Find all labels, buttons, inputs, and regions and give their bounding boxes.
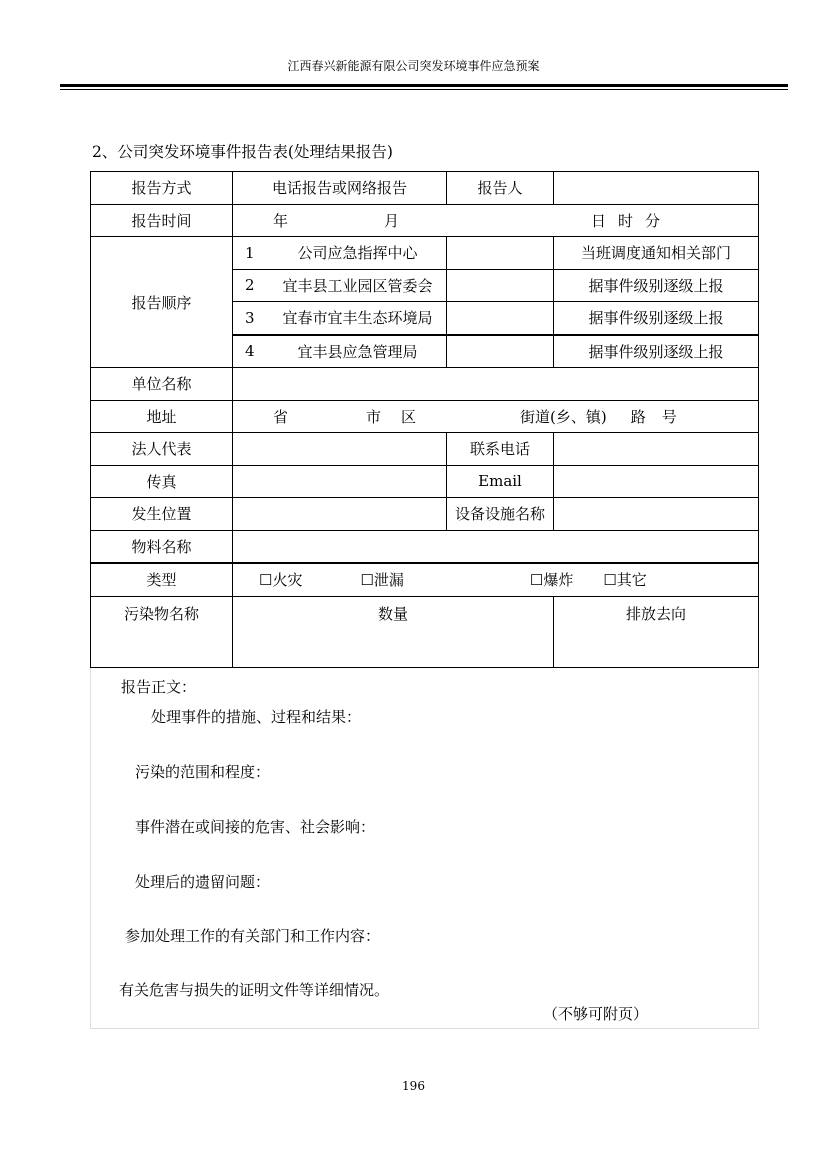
order-2-action: 据事件级别逐级上报 [554, 269, 759, 302]
address-field[interactable] [233, 400, 759, 433]
location-label: 发生位置 [91, 498, 233, 531]
report-order-label: 报告顺序 [91, 237, 233, 368]
province-unit: 省 [273, 407, 289, 426]
order-2-blank[interactable] [447, 269, 554, 302]
row-pollutant [91, 596, 759, 667]
report-method-label: 报告方式 [91, 172, 233, 205]
district-unit: 区 [401, 407, 417, 426]
reporter-label: 报告人 [447, 172, 554, 205]
pollutant-name-label: 污染物名称 [91, 596, 233, 667]
type-label: 类型 [91, 563, 233, 596]
report-body-title: 报告正文： [121, 677, 197, 696]
unit-name-label: 单位名称 [91, 368, 233, 401]
quantity-label: 数量 [233, 596, 554, 667]
material-field[interactable] [233, 530, 759, 563]
minute-unit: 分 [644, 211, 660, 230]
email-label: Email [447, 465, 554, 498]
day-unit: 日 [590, 211, 606, 230]
phone-label: 联系电话 [447, 433, 554, 466]
material-label: 物料名称 [91, 530, 233, 563]
report-method-value: 电话报告或网络报告 [233, 172, 447, 205]
city-unit: 市 [366, 407, 382, 426]
row-legal-rep [91, 433, 759, 466]
row-report-method [91, 172, 759, 205]
order-1-org [233, 237, 447, 270]
location-field[interactable] [233, 498, 447, 531]
road-unit: 路 [630, 407, 646, 426]
header-rule-thin [60, 89, 788, 90]
street-unit: 街道(乡、镇) [520, 407, 607, 426]
order-1-action: 当班调度通知相关部门 [554, 237, 759, 270]
order-4-num: 4 [245, 342, 255, 361]
impact-prompt: 事件潜在或间接的危害、社会影响： [135, 817, 376, 836]
row-material [91, 530, 759, 563]
document-header-title: 江西春兴新能源有限公司突发环境事件应急预案 [287, 59, 540, 73]
row-report-time [91, 204, 759, 237]
scope-prompt: 污染的范围和程度： [135, 762, 271, 781]
incident-report-table [90, 171, 759, 1029]
phone-field[interactable] [554, 433, 759, 466]
number-unit: 号 [661, 407, 677, 426]
equipment-label: 设备设施名称 [447, 498, 554, 531]
month-unit: 月 [384, 211, 400, 230]
section-heading: 2、公司突发环境事件报告表(处理结果报告) [92, 143, 393, 161]
row-fax [91, 465, 759, 498]
page-number: 196 [402, 1079, 425, 1093]
legal-rep-label: 法人代表 [91, 433, 233, 466]
order-1-num: 1 [245, 243, 255, 262]
report-time-label: 报告时间 [91, 204, 233, 237]
legal-rep-field[interactable] [233, 433, 447, 466]
order-1-blank[interactable] [447, 237, 554, 270]
order-2-num: 2 [245, 276, 255, 295]
fax-field[interactable] [233, 465, 447, 498]
explosion-checkbox[interactable]: ☐爆炸 [529, 571, 574, 590]
report-body-cell[interactable] [91, 667, 759, 1028]
order-4-org [233, 335, 447, 368]
equipment-field[interactable] [554, 498, 759, 531]
row-address [91, 400, 759, 433]
report-time-field[interactable] [233, 204, 759, 237]
row-report-order-1 [91, 237, 759, 270]
order-4-action: 据事件级别逐级上报 [554, 335, 759, 368]
order-3-org [233, 302, 447, 335]
order-3-action: 据事件级别逐级上报 [554, 302, 759, 335]
fire-checkbox[interactable]: ☐火灾 [259, 571, 303, 590]
attach-page-note: （不够可附页） [543, 1004, 649, 1023]
order-4-org-label: 宜丰县应急管理局 [297, 342, 418, 361]
fax-label: 传真 [91, 465, 233, 498]
row-location [91, 498, 759, 531]
order-3-org-label: 宜春市宜丰生态环境局 [282, 309, 433, 328]
year-unit: 年 [273, 211, 289, 230]
type-options [233, 563, 759, 596]
email-field[interactable] [554, 465, 759, 498]
measures-prompt: 处理事件的措施、过程和结果： [151, 707, 362, 726]
order-2-org-label: 宜丰县工业园区管委会 [282, 276, 433, 295]
leak-checkbox[interactable]: ☐泄漏 [360, 571, 404, 590]
address-label: 地址 [91, 400, 233, 433]
row-type [91, 563, 759, 596]
hour-unit: 时 [617, 211, 633, 230]
other-checkbox[interactable]: ☐其它 [603, 571, 647, 590]
order-3-num: 3 [245, 308, 255, 327]
evidence-prompt: 有关危害与损失的证明文件等详细情况。 [119, 980, 390, 999]
order-3-blank[interactable] [447, 302, 554, 335]
order-1-org-label: 公司应急指挥中心 [297, 244, 418, 263]
order-4-blank[interactable] [447, 335, 554, 368]
departments-prompt: 参加处理工作的有关部门和工作内容： [125, 926, 381, 945]
row-report-body [91, 667, 759, 1028]
discharge-label: 排放去向 [554, 596, 759, 667]
order-2-org [233, 269, 447, 302]
header-rule-thick [60, 84, 788, 87]
reporter-field[interactable] [554, 172, 759, 205]
row-unit-name [91, 368, 759, 401]
unit-name-field[interactable] [233, 368, 759, 401]
remaining-prompt: 处理后的遗留问题： [135, 872, 271, 891]
